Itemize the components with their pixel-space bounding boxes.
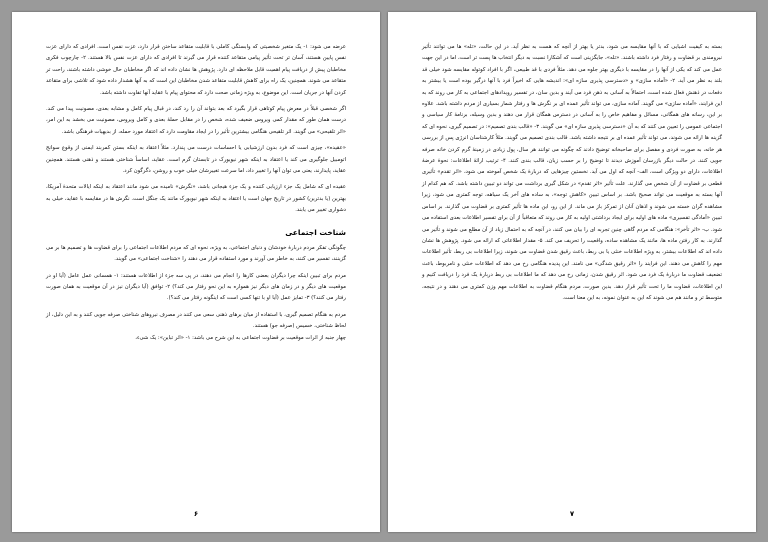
page-number: ۶ xyxy=(193,510,199,518)
body-paragraph: مردم به هنگام تصمیم گیری، با استفاده از میان برهای ذهنی سعی می کنند در مصرف نیروهای شناختی صرفه جویی کنند و به این دلیل، از لحاظ شناختی، خسیس (صرفه جو) هستند. xyxy=(46,311,346,330)
left-page-content xyxy=(46,42,346,492)
right-page-content xyxy=(422,42,722,492)
body-paragraph: چگونگی تفکر مردم دربارهٔ خودشان و دنیای اجتماعی، به ویژه، نحوه ای که مردم اطلاعات اجتماعی را برای قضاوت ها و تصمیم ها بر می گزینند، تفسیر می کنند، به خاطر می آورند و مورد استفاده قرار می دهند را «شناخت اجتماعی» می گویند. xyxy=(46,244,346,263)
section-heading: شناخت اجتماعی xyxy=(285,227,346,237)
body-paragraph: مردم برای تبیین اینکه چرا دیگران بعضی کارها را انجام می دهند، در پی سه جزء از اطلاعات هستند: ۱- همسانی عمل عامل (آیا او در موقعیت های دیگر و در زمان های دیگر نیز همواره به این نحو رفتار می کند؟) ۲- توافق (آیا دیگران نیز در آن موقعیت به همان صورت رفتار می کنند؟) ۳- تمایز عمل (آیا او با تنها کسی است که اینگونه رفتار می کند؟). xyxy=(46,272,346,302)
body-paragraph: اگر شخصی قبلاً در معرض پیام کوتاهی قرار بگیرد که بعد بتواند آن را رد کند، در قبال پیام کامل و مشابه بعدی، مصونیت پیدا می کند. درست همان طور که مقدار کمی ویروس ضعیف شده، شخص را در مقابل حملهٔ بعدی و کامل ویروس، مصونیت می بخشد به این امر، «اثر تلقیحی» می گویند. اثر تلقیحی هنگامی بیشترین تأثیر را در ایجاد مقاومت دارد که اعتقاد مورد حمله، از بدیهیات فرهنگی باشد. xyxy=(46,106,346,135)
body-paragraph: چهار جنبه از اثرات موقعیت بر قضاوت اجتماعی به این شرح می باشد: ۱- «اثر تباین»: یک شیء، xyxy=(135,334,346,341)
body-paragraph: بسته به کیفیت اشیایی که با آنها مقایسه می شود، بدتر یا بهتر از آنچه که هست به نظر آید. در این حالت، «تله» ها می توانند تأثیر نیرومندی بر قضاوت و رفتار فرد داشته باشند. «تله»، جایگزینی است که آشکارا نسبت به دیگر انتخاب ها پست تر است، اما در این جهت عمل می کند که یکی از آنها را در مقایسه با دیگری بهتر جلوه می دهد. مثلاً فردی با قد طبیعی، اگر با افراد کوتوله مقایسه شود خیلی قد بلند به نظر می آید. ۲- «آماده سازی» و «دسترسی پذیری سازه ای»: اندیشه هایی که اخیراً فرد با آنها درگیر بوده است یا بیشتر به دفعات در ذهنش فعال شده است، احتمالاً به آسانی به ذهن فرد می آیند و بدین سان، در تفسیر رویدادهای اجتماعی به کار می روند که به این فرایند، «آماده سازی» می گویند. آماده سازی، می تواند تأثیر عمده ای بر نگرش ها و رفتار شمار بسیاری از مردم داشته باشد. علاوه بر این، رسانه های همگانی، مسائل و مفاهیم خاص را به آسانی در دسترس همگان قرار می دهند و بدین وسیله، برنامهٔ کار سیاسی و اجتماعی عمومی را تعیین می کنند که به آن «دسترسی پذیری سازه ای» می گویند. ۳- «قالب بندی تصمیم»: در تصمیم گیری، نحوه ای که گزینه ها ارائه می شوند، می تواند تأثیر عمده ای بر نتیجه داشته باشد. قالب بندی تصمیم می گویند. مثلاً کارشناسان انرژی پس از بررسی هر خانه، به صورت فردی و مفصل برای صاحبخانه توضیح دادند که چگونه می توانند هر سال، پول زیادی در زمینهٔ گرم کردن خانه صرفه جویی کنند. در حالت دیگر بازرسان آموزش دیدند تا توضیح را بر حسب زیان، قالب بندی کنند. ۴- ترتیب ارائهٔ اطلاعات: نحوهٔ عرضهٔ اطلاعات، دارای دو ویژگی است، الف- آنچه که اول می آید. نخستین چیزهایی که دربارهٔ یک شخص آموخته می شود، «اثر تقدم» تأثیری قطعی بر قضاوت از آن شخص می گذارند. علت تأثیر «اثر تقدم» در شکل گیری برداشت می تواند دو تبیین داشته باشد. که هم کدام از آنها بسته به موقعیت می تواند صحیح باشد. بر اساس تبیین «کاهش توجه»، به ساده های آخر یک سیاهه، توجه کمتری می شود، زیرا مشاهده گران خسته می شوند و اذهان آنان از تمرکز باز می ماند. از این رو، این ماده ها تأثیر کمتری بر قضاوت می گذارند. بر اساس تبیین «آمادگی تفسیری» ماده های اولیه برای ایجاد برداشتی اولیه به کار می روند که متعاقباً از آن برای تفسیر اطلاعات بعدی استفاده می شود. ب- «اثر تأخر»: هنگامی که مردم گاهی چنین تجربه ای را بیان می کنند، در آنچه که به احتمال زیاد از آن مطلع می شوند و تأثیر می گذارند. به کار رفتن ماده ها، مانند یک مشاهده ساده، واقعیت را تحریف می کند. ۵- مقدار اطلاعاتی که ارائه می شود. پژوهش ها نشان داده اند که اطلاعات بیشتر، به ویژه اطلاعات خنثی یا بی ربط، باعث رقیق شدن قضاوت می شوند، زیرا اطلاعات بی ربط، تأثیر اطلاعات مهم را کاهش می دهند. این فرایند را «اثر رقیق شدگی» می نامند. این پدیده هنگامی رخ می دهد که اطلاعات خنثی و نامربوط، باعث تضعیف قضاوت ما دربارهٔ یک فرد می شود. اثر رقیق شدن، زمانی رخ می دهد که ما اطلاعات بی ربط دربارهٔ یک فرد را دریافت کنیم و این اطلاعات، قضاوت ما را تحت تأثیر قرار دهد. بدین صورت، مردم هنگام قضاوت به اطلاعات مهم وزن کمتری می دهند و در نتیجه، متوسط تر و مانند هم می شوند که این به عنوان نمونه، به این معنا است. xyxy=(422,44,723,301)
right-page xyxy=(388,12,756,532)
body-paragraph: عقیده ای که شامل یک جزء ارزیابی کننده و یک جزء هیجانی باشد، «نگرش» نامیده می شود مانند اعتقاد به اینکه ایالات متحدهٔ آمریکا، بهترین (یا بدترین) کشور در تاریخ جهان است یا اعتقاد به اینکه شهر نیویورک مانند یک جنگل است. نگرش ها در مقایسه با عقاید، خیلی به دشواری تغییر می یابند. xyxy=(46,184,346,214)
left-page xyxy=(12,12,380,532)
body-paragraph: «عقیده»، چیزی است که فرد بدون ارزشیابی یا احساسات درست می پندارد. مثلاً اعتقاد به اینکه بستن کمربند ایمنی از وقوع سوانح اتومبیل جلوگیری می کند یا اعتقاد به اینکه شهر نیویورک در تابستان گرم است. عقاید، اساساً شناختی هستند و ذهنی هستند. همچنین عقاید، پایدارند، یعنی می توان آنها را تغییر داد، اما سرعت تغییرشان خیلی خوب و روشن، دگرگون کرد. xyxy=(46,145,346,175)
body-paragraph: عرضه می شود: ۱- یک متغیر شخصیتی که وابستگی کاملی با قابلیت متقاعد ساختن قرار دارد، عزت نفس است. افرادی که دارای عزت نفس پایین هستند، آسان تر تحت تأثیر پیامی متقاعد کننده قرار می گیرند تا افرادی که دارای عزت نفس بالا هستند. ۲- چارچوب فکری مخاطبان پیش از دریافت پیام اهمیت قابل ملاحظه ای دارد. پژوهش ها نشان داده اند که اگر مخاطبان حال خوشی داشته باشند، راحت تر متقاعد می شوند. همچنین، یک راه برای کاهش قابلیت متقاعد شدن مخاطبان این است که به آنها هشدار داده شود که تلاشی برای متقاعد کردن آنها در جریان است. این موضوع، به ویژه زمانی صحت دارد که محتوای پیام با عقاید آنها تفاوت داشته باشد. xyxy=(46,44,346,96)
page-number: ۷ xyxy=(569,510,575,518)
